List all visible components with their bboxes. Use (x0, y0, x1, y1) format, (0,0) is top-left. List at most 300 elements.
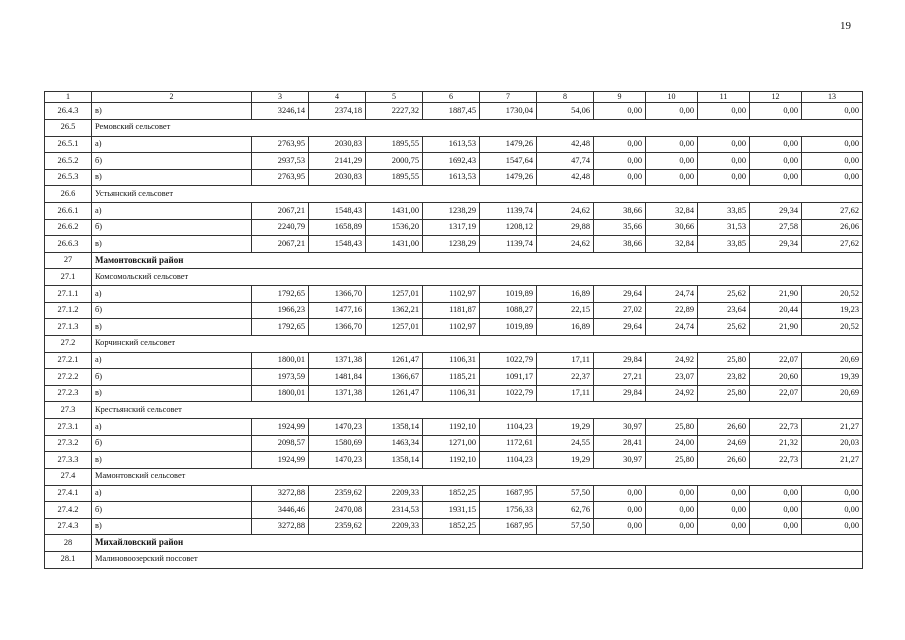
value-cell: 2763,95 (252, 136, 309, 153)
value-cell: 0,00 (802, 136, 863, 153)
row-code: 26.6.3 (45, 236, 92, 253)
value-cell: 24,62 (537, 236, 594, 253)
row-label: б) (92, 153, 252, 170)
value-cell: 1580,69 (309, 435, 366, 452)
value-cell: 27,02 (594, 302, 646, 319)
value-cell: 26,60 (698, 452, 750, 469)
value-cell: 20,69 (802, 352, 863, 369)
value-cell: 0,00 (698, 518, 750, 535)
value-cell: 1548,43 (309, 236, 366, 253)
data-row (45, 136, 863, 153)
value-cell: 29,88 (537, 219, 594, 236)
value-cell: 1470,23 (309, 452, 366, 469)
value-cell: 21,32 (750, 435, 802, 452)
value-cell: 2000,75 (366, 153, 423, 170)
value-cell: 1106,31 (423, 385, 480, 402)
value-cell: 2937,53 (252, 153, 309, 170)
row-code: 27.1.3 (45, 319, 92, 336)
value-cell: 0,00 (750, 103, 802, 120)
value-cell: 21,27 (802, 452, 863, 469)
value-cell: 1091,17 (480, 369, 537, 386)
value-cell: 1852,25 (423, 485, 480, 502)
value-cell: 1181,87 (423, 302, 480, 319)
value-cell: 24,92 (646, 385, 698, 402)
column-header: 2 (92, 92, 252, 103)
data-row (45, 485, 863, 502)
data-row (45, 452, 863, 469)
row-code: 27.3.3 (45, 452, 92, 469)
value-cell: 1261,47 (366, 352, 423, 369)
value-cell: 0,00 (646, 502, 698, 519)
row-code: 26.5.1 (45, 136, 92, 153)
value-cell: 1973,59 (252, 369, 309, 386)
value-cell: 0,00 (750, 136, 802, 153)
data-row (45, 302, 863, 319)
data-row (45, 419, 863, 436)
value-cell: 42,48 (537, 136, 594, 153)
value-cell: 17,11 (537, 385, 594, 402)
value-cell: 20,52 (802, 319, 863, 336)
value-cell: 1613,53 (423, 136, 480, 153)
value-cell: 1172,61 (480, 435, 537, 452)
value-cell: 1261,47 (366, 385, 423, 402)
value-cell: 31,53 (698, 219, 750, 236)
row-label: в) (92, 103, 252, 120)
value-cell: 29,34 (750, 236, 802, 253)
row-label: в) (92, 169, 252, 186)
value-cell: 0,00 (698, 103, 750, 120)
value-cell: 30,97 (594, 452, 646, 469)
value-cell: 21,90 (750, 319, 802, 336)
value-cell: 1022,79 (480, 385, 537, 402)
value-cell: 1613,53 (423, 169, 480, 186)
value-cell: 1088,27 (480, 302, 537, 319)
data-row (45, 502, 863, 519)
value-cell: 20,44 (750, 302, 802, 319)
row-code: 26.5.3 (45, 169, 92, 186)
value-cell: 1536,20 (366, 219, 423, 236)
data-row (45, 385, 863, 402)
value-cell: 1463,34 (366, 435, 423, 452)
value-cell: 29,34 (750, 203, 802, 220)
column-header: 4 (309, 92, 366, 103)
value-cell: 3446,46 (252, 502, 309, 519)
row-label: б) (92, 302, 252, 319)
section-title: Комсомольский сельсовет (92, 269, 863, 286)
value-cell: 25,62 (698, 319, 750, 336)
value-cell: 1139,74 (480, 203, 537, 220)
value-cell: 1895,55 (366, 136, 423, 153)
value-cell: 0,00 (646, 103, 698, 120)
section-title: Мамонтовский сельсовет (92, 468, 863, 485)
value-cell: 1895,55 (366, 169, 423, 186)
value-cell: 2209,33 (366, 518, 423, 535)
section-row (45, 335, 863, 352)
row-code: 26.6.2 (45, 219, 92, 236)
value-cell: 0,00 (594, 485, 646, 502)
row-label: а) (92, 419, 252, 436)
value-cell: 0,00 (698, 485, 750, 502)
row-label: а) (92, 203, 252, 220)
value-cell: 25,80 (646, 452, 698, 469)
value-cell: 0,00 (594, 153, 646, 170)
page-number: 19 (840, 20, 851, 32)
value-cell: 29,64 (594, 319, 646, 336)
value-cell: 38,66 (594, 203, 646, 220)
value-cell: 0,00 (802, 103, 863, 120)
section-row (45, 269, 863, 286)
value-cell: 1931,15 (423, 502, 480, 519)
section-row (45, 551, 863, 568)
value-cell: 17,11 (537, 352, 594, 369)
value-cell: 32,84 (646, 236, 698, 253)
row-label: в) (92, 236, 252, 253)
value-cell: 0,00 (698, 169, 750, 186)
value-cell: 1658,89 (309, 219, 366, 236)
value-cell: 0,00 (698, 136, 750, 153)
value-cell: 1317,19 (423, 219, 480, 236)
column-header: 11 (698, 92, 750, 103)
value-cell: 26,06 (802, 219, 863, 236)
data-row (45, 435, 863, 452)
district-row (45, 252, 863, 269)
column-header: 12 (750, 92, 802, 103)
data-row (45, 103, 863, 120)
value-cell: 29,84 (594, 385, 646, 402)
value-cell: 0,00 (802, 485, 863, 502)
value-cell: 28,41 (594, 435, 646, 452)
value-cell: 29,64 (594, 286, 646, 303)
value-cell: 1756,33 (480, 502, 537, 519)
value-cell: 1431,00 (366, 203, 423, 220)
value-cell: 1371,38 (309, 352, 366, 369)
value-cell: 1792,65 (252, 319, 309, 336)
row-code: 26.6 (45, 186, 92, 203)
district-row (45, 535, 863, 552)
value-cell: 1479,26 (480, 169, 537, 186)
value-cell: 24,92 (646, 352, 698, 369)
data-row (45, 153, 863, 170)
value-cell: 62,76 (537, 502, 594, 519)
value-cell: 3272,88 (252, 485, 309, 502)
data-row (45, 286, 863, 303)
value-cell: 2227,32 (366, 103, 423, 120)
value-cell: 1208,12 (480, 219, 537, 236)
value-cell: 1257,01 (366, 319, 423, 336)
value-cell: 22,73 (750, 452, 802, 469)
value-cell: 0,00 (698, 153, 750, 170)
section-title: Корчинский сельсовет (92, 335, 863, 352)
column-header: 7 (480, 92, 537, 103)
value-cell: 1887,45 (423, 103, 480, 120)
value-cell: 0,00 (646, 518, 698, 535)
value-cell: 2067,21 (252, 236, 309, 253)
row-code: 27.2 (45, 335, 92, 352)
value-cell: 24,74 (646, 286, 698, 303)
value-cell: 54,06 (537, 103, 594, 120)
value-cell: 1257,01 (366, 286, 423, 303)
value-cell: 32,84 (646, 203, 698, 220)
value-cell: 2314,53 (366, 502, 423, 519)
value-cell: 35,66 (594, 219, 646, 236)
value-cell: 0,00 (750, 518, 802, 535)
value-cell: 19,39 (802, 369, 863, 386)
value-cell: 1966,23 (252, 302, 309, 319)
value-cell: 0,00 (802, 153, 863, 170)
value-cell: 1019,89 (480, 286, 537, 303)
value-cell: 25,80 (698, 385, 750, 402)
value-cell: 19,23 (802, 302, 863, 319)
table-body (45, 92, 863, 569)
value-cell: 24,74 (646, 319, 698, 336)
value-cell: 1431,00 (366, 236, 423, 253)
data-row (45, 219, 863, 236)
column-header: 5 (366, 92, 423, 103)
value-cell: 1687,95 (480, 518, 537, 535)
district-title: Михайловский район (92, 535, 863, 552)
column-header: 9 (594, 92, 646, 103)
row-label: б) (92, 369, 252, 386)
value-cell: 20,03 (802, 435, 863, 452)
value-cell: 27,62 (802, 203, 863, 220)
column-header: 13 (802, 92, 863, 103)
value-cell: 22,07 (750, 352, 802, 369)
value-cell: 0,00 (750, 169, 802, 186)
value-cell: 3246,14 (252, 103, 309, 120)
value-cell: 24,00 (646, 435, 698, 452)
value-cell: 24,55 (537, 435, 594, 452)
section-row (45, 186, 863, 203)
value-cell: 1730,04 (480, 103, 537, 120)
row-code: 27.2.2 (45, 369, 92, 386)
section-row (45, 468, 863, 485)
value-cell: 1019,89 (480, 319, 537, 336)
value-cell: 30,97 (594, 419, 646, 436)
row-code: 28 (45, 535, 92, 552)
section-title: Крестьянский сельсовет (92, 402, 863, 419)
value-cell: 1022,79 (480, 352, 537, 369)
value-cell: 1366,70 (309, 286, 366, 303)
value-cell: 25,62 (698, 286, 750, 303)
value-cell: 47,74 (537, 153, 594, 170)
row-label: а) (92, 136, 252, 153)
value-cell: 1924,99 (252, 452, 309, 469)
value-cell: 33,85 (698, 203, 750, 220)
value-cell: 1481,84 (309, 369, 366, 386)
row-code: 26.4.3 (45, 103, 92, 120)
row-code: 27.2.3 (45, 385, 92, 402)
row-label: б) (92, 219, 252, 236)
district-title: Мамонтовский район (92, 252, 863, 269)
value-cell: 2763,95 (252, 169, 309, 186)
value-cell: 1800,01 (252, 385, 309, 402)
value-cell: 2141,29 (309, 153, 366, 170)
value-cell: 1238,29 (423, 203, 480, 220)
value-cell: 1366,67 (366, 369, 423, 386)
value-cell: 22,73 (750, 419, 802, 436)
value-cell: 42,48 (537, 169, 594, 186)
value-cell: 57,50 (537, 518, 594, 535)
row-label: в) (92, 518, 252, 535)
value-cell: 27,62 (802, 236, 863, 253)
row-code: 27.3.2 (45, 435, 92, 452)
value-cell: 20,60 (750, 369, 802, 386)
row-code: 26.5.2 (45, 153, 92, 170)
data-row (45, 319, 863, 336)
value-cell: 0,00 (594, 502, 646, 519)
value-cell: 0,00 (750, 485, 802, 502)
value-cell: 2240,79 (252, 219, 309, 236)
value-cell: 0,00 (646, 153, 698, 170)
value-cell: 1687,95 (480, 485, 537, 502)
data-row (45, 169, 863, 186)
row-code: 28.1 (45, 551, 92, 568)
value-cell: 1362,21 (366, 302, 423, 319)
value-cell: 0,00 (646, 136, 698, 153)
value-cell: 0,00 (594, 103, 646, 120)
value-cell: 23,82 (698, 369, 750, 386)
value-cell: 29,84 (594, 352, 646, 369)
data-row (45, 203, 863, 220)
value-cell: 25,80 (698, 352, 750, 369)
value-cell: 1479,26 (480, 136, 537, 153)
value-cell: 19,29 (537, 419, 594, 436)
row-code: 27.1.2 (45, 302, 92, 319)
value-cell: 0,00 (750, 502, 802, 519)
value-cell: 0,00 (646, 169, 698, 186)
value-cell: 1102,97 (423, 319, 480, 336)
row-code: 27.4 (45, 468, 92, 485)
value-cell: 57,50 (537, 485, 594, 502)
value-cell: 23,07 (646, 369, 698, 386)
value-cell: 25,80 (646, 419, 698, 436)
value-cell: 2374,18 (309, 103, 366, 120)
row-label: б) (92, 502, 252, 519)
value-cell: 16,89 (537, 319, 594, 336)
value-cell: 0,00 (802, 169, 863, 186)
value-cell: 1800,01 (252, 352, 309, 369)
value-cell: 33,85 (698, 236, 750, 253)
value-cell: 1238,29 (423, 236, 480, 253)
value-cell: 24,69 (698, 435, 750, 452)
row-code: 27.3.1 (45, 419, 92, 436)
value-cell: 0,00 (646, 485, 698, 502)
value-cell: 0,00 (594, 169, 646, 186)
row-code: 27.1.1 (45, 286, 92, 303)
column-header: 3 (252, 92, 309, 103)
value-cell: 1102,97 (423, 286, 480, 303)
row-code: 27.3 (45, 402, 92, 419)
header-row (45, 92, 863, 103)
value-cell: 20,52 (802, 286, 863, 303)
value-cell: 1548,43 (309, 203, 366, 220)
value-cell: 38,66 (594, 236, 646, 253)
value-cell: 1547,64 (480, 153, 537, 170)
value-cell: 2098,57 (252, 435, 309, 452)
row-code: 27.1 (45, 269, 92, 286)
value-cell: 1852,25 (423, 518, 480, 535)
value-cell: 2359,62 (309, 485, 366, 502)
value-cell: 2359,62 (309, 518, 366, 535)
value-cell: 27,58 (750, 219, 802, 236)
section-title: Устьянский сельсовет (92, 186, 863, 203)
section-row (45, 402, 863, 419)
value-cell: 1185,21 (423, 369, 480, 386)
value-cell: 2209,33 (366, 485, 423, 502)
data-row (45, 352, 863, 369)
value-cell: 26,60 (698, 419, 750, 436)
column-header: 1 (45, 92, 92, 103)
value-cell: 2470,08 (309, 502, 366, 519)
value-cell: 20,69 (802, 385, 863, 402)
value-cell: 1139,74 (480, 236, 537, 253)
value-cell: 22,37 (537, 369, 594, 386)
value-cell: 0,00 (750, 153, 802, 170)
section-title: Ремовский сельсовет (92, 119, 863, 136)
section-title: Малиновоозерский поссовет (92, 551, 863, 568)
value-cell: 1104,23 (480, 452, 537, 469)
row-label: в) (92, 319, 252, 336)
value-cell: 1358,14 (366, 419, 423, 436)
value-cell: 21,27 (802, 419, 863, 436)
value-cell: 23,64 (698, 302, 750, 319)
value-cell: 0,00 (802, 502, 863, 519)
value-cell: 22,15 (537, 302, 594, 319)
value-cell: 1271,00 (423, 435, 480, 452)
value-cell: 21,90 (750, 286, 802, 303)
value-cell: 24,62 (537, 203, 594, 220)
row-code: 27.2.1 (45, 352, 92, 369)
value-cell: 0,00 (802, 518, 863, 535)
value-cell: 1477,16 (309, 302, 366, 319)
row-label: а) (92, 352, 252, 369)
row-label: а) (92, 485, 252, 502)
value-cell: 27,21 (594, 369, 646, 386)
value-cell: 1470,23 (309, 419, 366, 436)
row-code: 27 (45, 252, 92, 269)
row-code: 26.5 (45, 119, 92, 136)
value-cell: 0,00 (594, 136, 646, 153)
column-header: 6 (423, 92, 480, 103)
value-cell: 1924,99 (252, 419, 309, 436)
value-cell: 30,66 (646, 219, 698, 236)
value-cell: 1104,23 (480, 419, 537, 436)
row-code: 27.4.3 (45, 518, 92, 535)
row-label: в) (92, 385, 252, 402)
column-header: 8 (537, 92, 594, 103)
row-label: в) (92, 452, 252, 469)
value-cell: 1366,70 (309, 319, 366, 336)
value-cell: 1106,31 (423, 352, 480, 369)
value-cell: 1792,65 (252, 286, 309, 303)
section-row (45, 119, 863, 136)
value-cell: 2067,21 (252, 203, 309, 220)
value-cell: 1192,10 (423, 419, 480, 436)
data-table (44, 91, 863, 569)
value-cell: 16,89 (537, 286, 594, 303)
row-code: 26.6.1 (45, 203, 92, 220)
row-code: 27.4.2 (45, 502, 92, 519)
value-cell: 1692,43 (423, 153, 480, 170)
value-cell: 22,89 (646, 302, 698, 319)
data-row (45, 369, 863, 386)
value-cell: 1371,38 (309, 385, 366, 402)
value-cell: 2030,83 (309, 169, 366, 186)
value-cell: 1358,14 (366, 452, 423, 469)
value-cell: 22,07 (750, 385, 802, 402)
row-code: 27.4.1 (45, 485, 92, 502)
column-header: 10 (646, 92, 698, 103)
